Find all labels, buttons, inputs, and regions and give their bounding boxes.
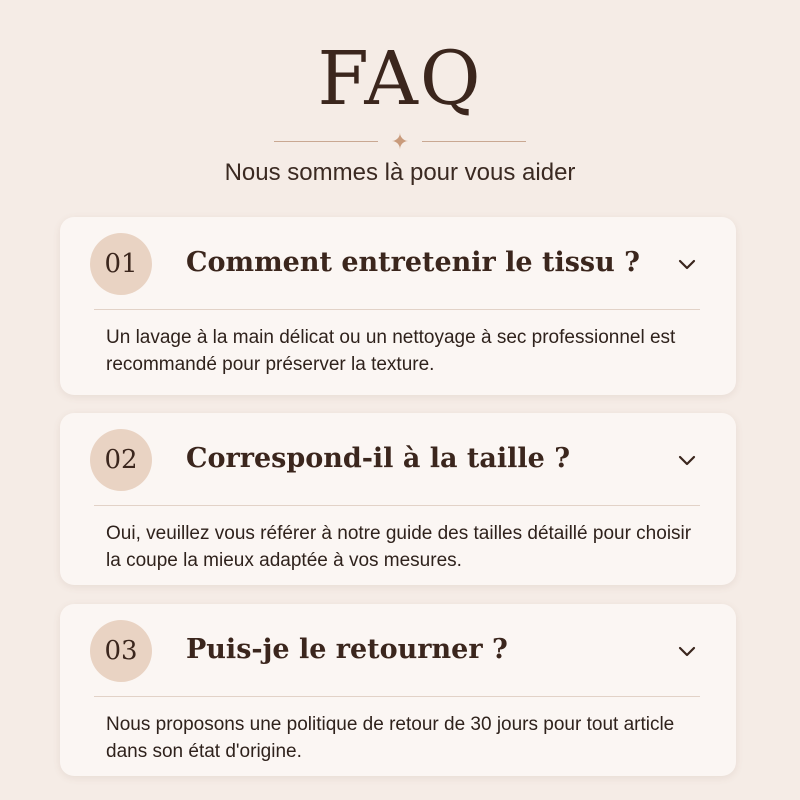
faq-divider	[94, 309, 700, 310]
faq-answer: Un lavage à la main délicat ou un nettoyage à sec professionnel est recommandé pour préserver la texture.	[106, 327, 676, 375]
faq-question[interactable]: Comment entretenir le tissu ?	[186, 247, 640, 278]
faq-header	[0, 0, 800, 210]
faq-item-3[interactable]	[60, 604, 736, 776]
faq-item-2[interactable]	[60, 413, 736, 585]
faq-item-1[interactable]	[60, 217, 736, 395]
faq-number-badge: 03	[90, 620, 152, 682]
faq-number-badge: 01	[90, 233, 152, 295]
faq-question[interactable]: Correspond-il à la taille ?	[186, 443, 571, 474]
divider-line-right	[422, 141, 526, 142]
title-divider	[274, 130, 526, 154]
faq-answer: Nous proposons une politique de retour de 30 jours pour tout article dans son état d'origine.	[106, 714, 675, 762]
faq-divider	[94, 505, 700, 506]
faq-answer: Oui, veuillez vous référer à notre guide des tailles détaillé pour choisir la coupe la mieux adaptée à vos mesures.	[106, 523, 692, 571]
faq-divider	[94, 696, 700, 697]
chevron-down-icon[interactable]	[676, 640, 698, 662]
divider-line-left	[274, 141, 378, 142]
page-subtitle: Nous sommes là pour vous aider	[224, 159, 576, 186]
faq-question[interactable]: Puis-je le retourner ?	[186, 634, 508, 665]
sparkle-icon: ✦	[390, 129, 410, 154]
chevron-down-icon[interactable]	[676, 449, 698, 471]
faq-number-badge: 02	[90, 429, 152, 491]
chevron-down-icon[interactable]	[676, 253, 698, 275]
page-title: FAQ	[317, 36, 483, 122]
